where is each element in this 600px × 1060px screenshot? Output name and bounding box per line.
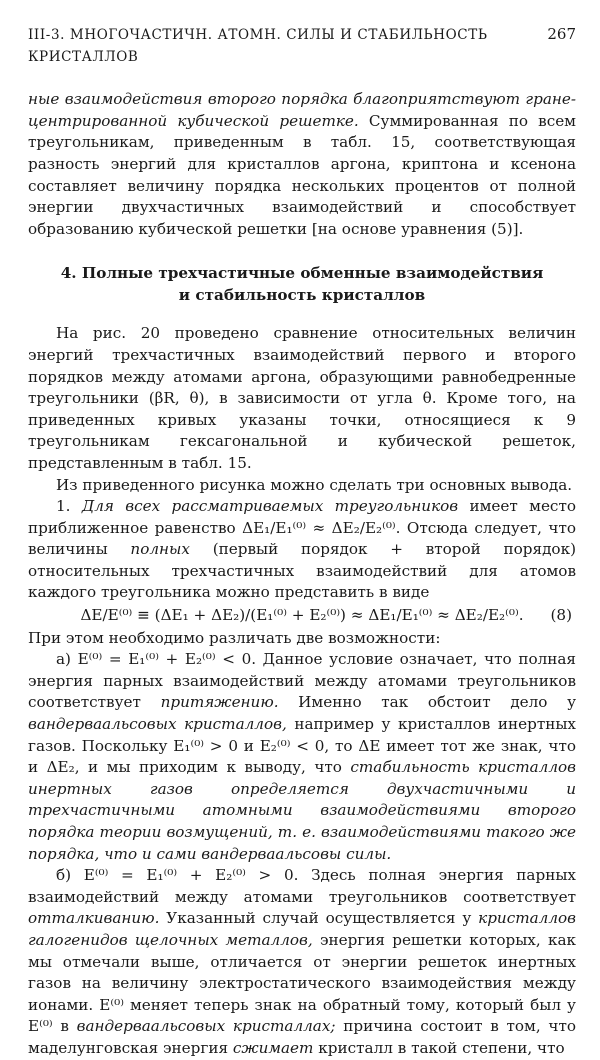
paragraph-conclusions-intro: Из приведенного рисунка можно сделать три основных вывода. [56,475,573,494]
equation-number: (8) [550,606,572,625]
emphasis: ные взаимодействия второго порядка благоприятствуют гране-центрированной кубической решетке. [28,90,576,130]
running-title: III-3. МНОГОЧАСТИЧН. АТОМН. СИЛЫ И СТАБИЛЬНОСТЬ КРИСТАЛЛОВ [28,27,488,65]
running-header [28,24,576,68]
paragraph-conclusion-1: 1. Для всех рассматриваемых треугольников имеет место приближенное равенство ΔE₁/E₁⁽⁰⁾ ≈ ΔE₂/E₂⁽⁰⁾. Отсюда следует, что величины полных (первый порядок + второй порядок) относительных трехчастичных взаимодействий для атомов каждого треугольника можно представить в виде [28,497,576,602]
section-heading-line-2: и стабильность кристаллов [178,286,426,305]
equation-body: ΔE/E⁽⁰⁾ ≡ (ΔE₁ + ΔE₂)/(E₁⁽⁰⁾ + E₂⁽⁰⁾) ≈ ΔE₁/E₁⁽⁰⁾ ≈ ΔE₂/E₂⁽⁰⁾. [80,606,524,625]
paragraph-case-b: б) E⁽⁰⁾ = E₁⁽⁰⁾ + E₂⁽⁰⁾ > 0. Здесь полная энергия парных взаимодействий между атомами треугольников соответствует отталкиванию. Указанный случай осуществляется у кристаллов галогенидов щелочных металлов, энергия решетки которых, как мы отмечали выше, отличается от энергии решеток инертных газов на величину электростатического взаимодействия между ионами. E⁽⁰⁾ меняет теперь знак на обратный тому, который был у E⁽⁰⁾ в вандерваальсовых кристаллах; причина состоит в том, что маделунговская энергия сжимает кристалл в такой степени, что [28,866,576,1057]
paragraph-two-cases: При этом необходимо различать две возможности: [28,628,441,647]
page-number: 267 [547,25,576,43]
section-heading [28,262,576,306]
paragraph-case-a: а) E⁽⁰⁾ = E₁⁽⁰⁾ + E₂⁽⁰⁾ < 0. Данное условие означает, что полная энергия парных взаимодействий между атомами треугольников соответствует притяжению. Именно так обстоит дело у вандерваальсовых кристаллов, например у кристаллов инертных газов. Поскольку E₁⁽⁰⁾ > 0 и E₂⁽⁰⁾ < 0, то ΔE имеет тот же знак, что и ΔE₂, и мы приходим к выводу, что стабильность кристаллов инертных газов определяется двухчастичными и трехчастичными атомными взаимодействиями второго порядка теории возмущений, т. е. взаимодействиями такого же порядка, что и сами вандерваальсовы силы. [28,650,577,863]
equation-8 [28,604,576,628]
paragraph-figure-comparison: На рис. 20 проведено сравнение относительных величин энергий трехчастичных взаимодействий первого и второго порядков между атомами аргона, образующими равнобедренные треугольники (βR, θ), в зависимости от угла θ. Кроме того, на приведенных кривых указаны точки, относящиеся к 9 треугольникам гексагональной и кубической решеток, представленным в табл. 15. [28,324,576,472]
section-heading-line-1: 4. Полные трехчастичные обменные взаимодействия [60,264,544,283]
paragraph-continued: ные взаимодействия второго порядка благоприятствуют гране-центрированной кубической решетке. Суммированная по всем треугольникам, приведенным в табл. 15, соответствующая разность энергий для кристаллов аргона, криптона и ксенона составляет величину порядка нескольких процентов от полной энергии двухчастичных взаимодействий и способствует образованию кубической решетки [на основе уравнения (5)]. [28,90,576,238]
